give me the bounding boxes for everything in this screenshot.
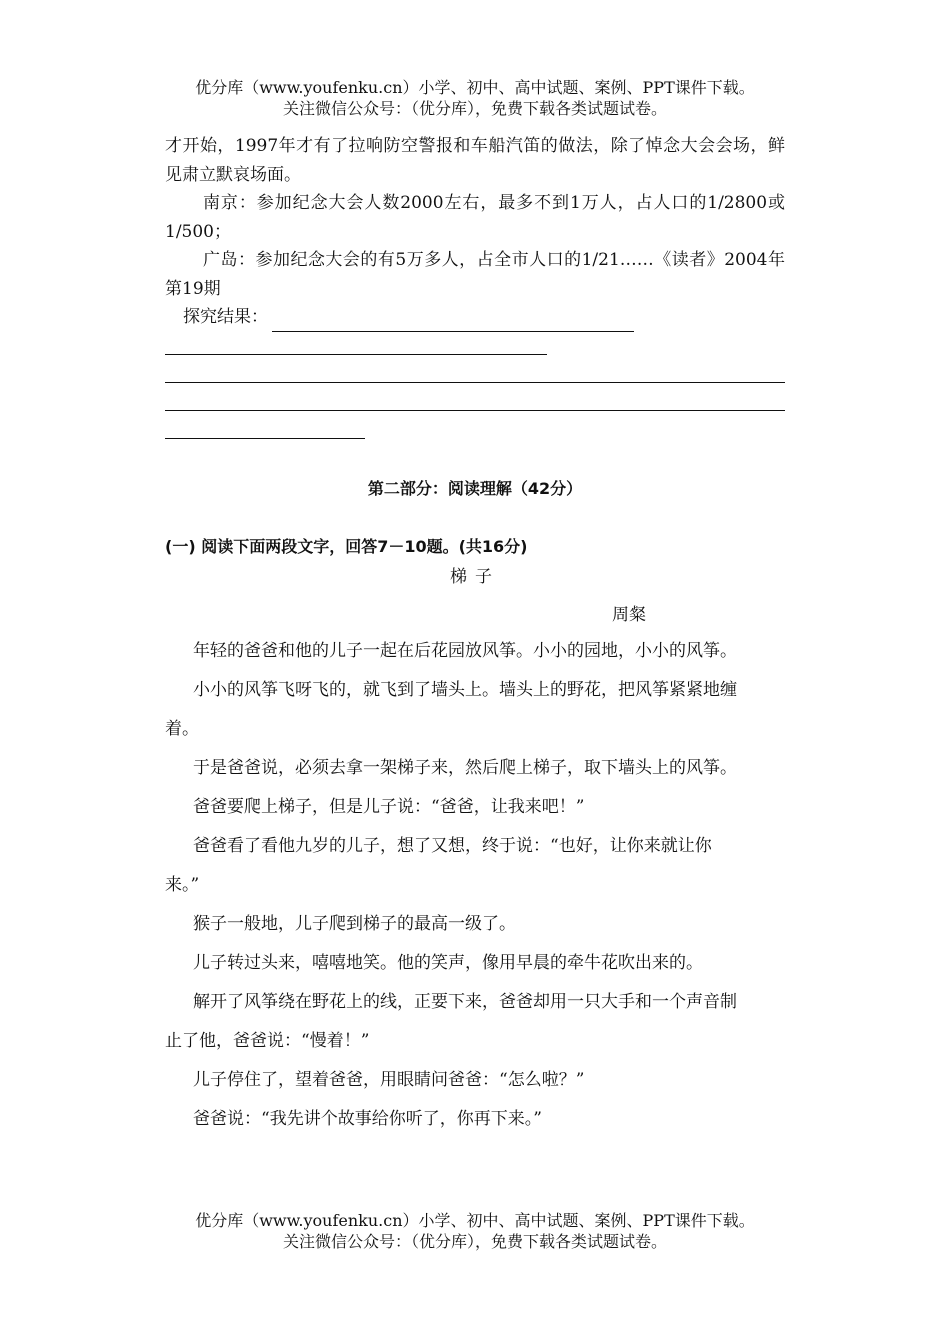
continuation-paragraph: 才开始，1997年才有了拉响防空警报和车船汽笛的做法，除了悼念大会会场，鲜见肃立默哀场面。 <box>165 136 785 185</box>
probe-result-row <box>165 303 785 332</box>
continuation-section <box>165 132 785 439</box>
story-paragraph: 着。 <box>165 719 199 739</box>
page-footer <box>0 1210 950 1252</box>
story-paragraph: 小小的风筝飞呀飞的，就飞到了墙头上。墙头上的野花，把风筝紧紧地缠 <box>193 680 737 700</box>
footer-line-1: 优分库（www.youfenku.cn）小学、初中、高中试题、案例、PPT课件下载。 <box>195 1211 755 1230</box>
page-header <box>0 77 950 119</box>
story-paragraph: 来。” <box>165 875 200 895</box>
story-paragraph: 儿子停住了，望着爸爸，用眼睛问爸爸：“怎么啦？” <box>193 1070 585 1090</box>
answer-blank-4[interactable] <box>165 410 785 411</box>
header-line-1: 优分库（www.youfenku.cn）小学、初中、高中试题、案例、PPT课件下载。 <box>195 78 755 97</box>
story-paragraph: 猴子一般地，儿子爬到梯子的最高一级了。 <box>193 914 516 934</box>
answer-blank-3[interactable] <box>165 382 785 383</box>
story-paragraph: 解开了风筝绕在野花上的线，正要下来，爸爸却用一只大手和一个声音制 <box>193 992 737 1012</box>
section-title: 第二部分：阅读理解（42分） <box>367 479 583 498</box>
nanjing-paragraph: 南京：参加纪念大会人数2000左右，最多不到1万人，占人口的1/2800或1/500； <box>165 193 785 242</box>
story-paragraph: 止了他，爸爸说：“慢着！” <box>165 1031 370 1051</box>
story-paragraph: 儿子转过头来，嘻嘻地笑。他的笑声，像用早晨的牵牛花吹出来的。 <box>193 953 703 973</box>
story-paragraph: 年轻的爸爸和他的儿子一起在后花园放风筝。小小的园地，小小的风筝。 <box>193 641 737 661</box>
answer-blank-1[interactable] <box>272 311 634 332</box>
footer-line-2: 关注微信公众号：（优分库），免费下载各类试题试卷。 <box>282 1232 667 1251</box>
story-paragraph: 爸爸要爬上梯子，但是儿子说：“爸爸，让我来吧！” <box>193 797 585 817</box>
probe-result-label: 探究结果： <box>183 307 268 327</box>
reading-question-title: (一) 阅读下面两段文字，回答7－10题。(共16分) <box>165 537 528 556</box>
answer-blank-2[interactable] <box>165 354 547 355</box>
answer-blank-5[interactable] <box>165 438 365 439</box>
story-author: 周粲 <box>612 605 646 625</box>
story-paragraph: 爸爸看了看他九岁的儿子，想了又想，终于说：“也好，让你来就让你 <box>193 836 712 856</box>
hiroshima-paragraph: 广岛：参加纪念大会的有5万多人，占全市人口的1/21……《读者》2004年第19期 <box>165 250 785 299</box>
story-paragraph: 于是爸爸说，必须去拿一架梯子来，然后爬上梯子，取下墙头上的风筝。 <box>193 758 737 778</box>
story-title: 梯子 <box>450 567 500 587</box>
header-line-2: 关注微信公众号：（优分库），免费下载各类试题试卷。 <box>282 99 667 118</box>
story-body <box>165 632 785 1139</box>
story-paragraph: 爸爸说：“我先讲个故事给你听了，你再下来。” <box>193 1109 542 1129</box>
